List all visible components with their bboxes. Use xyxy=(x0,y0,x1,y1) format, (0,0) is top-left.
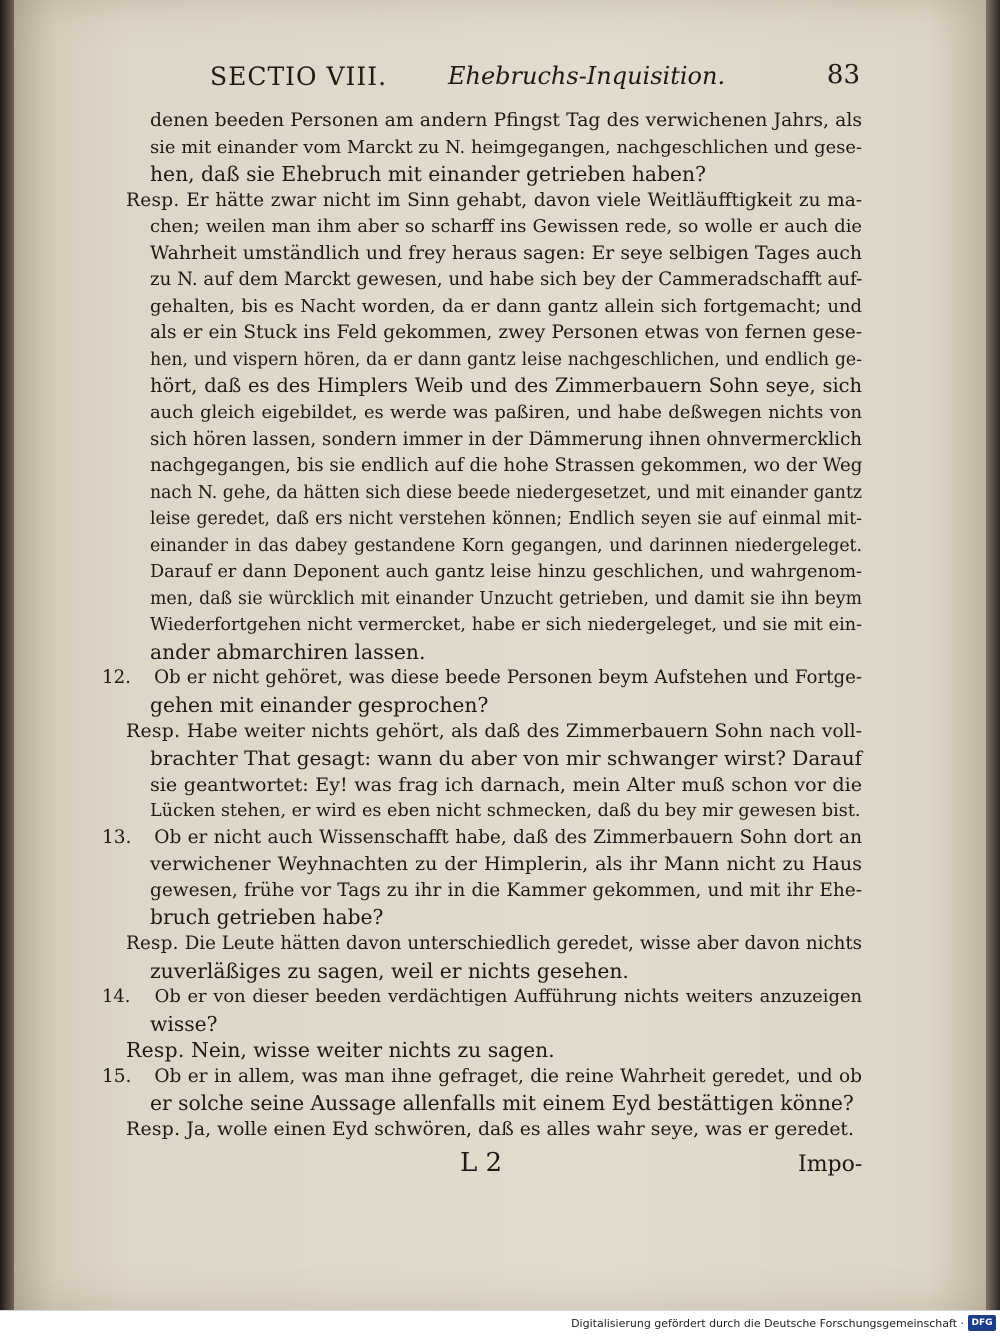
text-line xyxy=(150,214,862,241)
text-line xyxy=(150,772,862,799)
question-number: 13. xyxy=(102,826,132,848)
text-line xyxy=(150,267,862,294)
line-text: chen; weilen man ihm aber so scharff ins Gewissen rede, so wolle er auch die xyxy=(150,216,862,238)
line-text: gehen mit einander gesprochen? xyxy=(150,693,489,718)
line-text: hört, daß es des Himplers Weib und des Zimmerbauern Sohn seye, sich xyxy=(150,374,862,398)
line-text: sie mit einander vom Marckt zu N. heimgegangen, nachgeschlichen und gese- xyxy=(150,136,862,158)
question-number: 12. xyxy=(102,667,131,689)
text-line xyxy=(126,719,862,746)
line-text: einander in das dabey gestandene Korn gegangen, und darinnen niedergeleget. xyxy=(150,535,862,556)
text-line xyxy=(150,612,862,639)
text-line xyxy=(150,1090,862,1117)
line-text: hen, daß sie Ehebruch mit einander getrieben haben? xyxy=(150,162,706,187)
text-line xyxy=(150,851,862,878)
line-text: bruch getrieben habe? xyxy=(150,905,384,930)
question-number: 15. xyxy=(102,1065,132,1087)
line-text: sich hören lassen, sondern immer in der Dämmerung ihnen ohnvermercklich xyxy=(150,428,862,450)
text-line xyxy=(150,480,862,507)
text-line xyxy=(150,692,862,719)
response-label: Resp. xyxy=(126,932,179,954)
line-text: nachgegangen, bis sie endlich auf die hohe Strassen gekommen, wo der Weg xyxy=(150,455,863,477)
text-line xyxy=(150,904,862,931)
text-line xyxy=(150,958,862,985)
line-text: Er hätte zwar nicht im Sinn gehabt, davon viele Weitläufftigkeit zu ma- xyxy=(186,189,862,211)
text-line xyxy=(102,984,862,1011)
text-line xyxy=(126,1037,862,1064)
line-text: verwichener Weyhnachten zu der Himplerin, als ihr Mann nicht zu Haus xyxy=(150,852,862,876)
line-text: Die Leute hätten davon unterschiedlich geredet, wisse aber davon nichts xyxy=(184,932,862,954)
line-text: brachter That gesagt: wann du aber von mir schwanger wirst? Darauf xyxy=(150,746,863,771)
text-line xyxy=(150,161,862,188)
text-line xyxy=(150,533,862,560)
text-line xyxy=(150,453,862,480)
text-line xyxy=(150,347,862,374)
text-line xyxy=(150,241,862,268)
dfg-logo: DFG xyxy=(968,1315,996,1331)
line-text: sie geantwortet: Ey! was frag ich darnach, mein Alter muß schon vor die xyxy=(150,772,862,796)
text-line xyxy=(150,559,862,586)
question-number: 14. xyxy=(102,986,131,1008)
line-text: men, daß sie würcklich mit einander Unzucht getrieben, und damit sie ihn beym xyxy=(150,588,862,609)
line-text: gewesen, frühe vor Tags zu ihr in die Kammer gekommen, und mit ihr Ehe- xyxy=(150,879,862,901)
line-text: auch gleich eigebildet, es werde was paßiren, und habe deßwegen nichts von xyxy=(150,402,862,424)
signature-mark: L 2 xyxy=(460,1148,503,1178)
text-line xyxy=(150,878,862,905)
line-text: Wiederfortgehen nicht vermercket, habe er sich niedergeleget, und sie mit ein- xyxy=(150,615,862,636)
line-text: als er ein Stuck ins Feld gekommen, zwey Personen etwas von fernen gese- xyxy=(150,322,862,344)
text-line xyxy=(150,427,862,454)
text-line xyxy=(150,135,862,162)
response-label: Resp. xyxy=(126,189,180,211)
digitization-credit-bar xyxy=(0,1310,1000,1337)
text-line xyxy=(126,931,862,958)
line-text: Nein, wisse weiter nichts zu sagen. xyxy=(191,1038,555,1063)
response-label: Resp. xyxy=(126,1038,185,1063)
response-label: Resp. xyxy=(126,720,181,742)
scan-right-edge xyxy=(984,0,1000,1310)
line-text: er solche seine Aussage allenfalls mit einem Eyd bestättigen könne? xyxy=(150,1091,854,1116)
text-line xyxy=(150,294,862,321)
line-text: hen, und vispern hören, da er dann gantz leise nachgeschlichen, und endlich ge- xyxy=(150,349,862,370)
line-text: leise geredet, daß ers nicht verstehen können; Endlich seyen sie auf einmal mit- xyxy=(150,509,862,530)
page-footer xyxy=(0,1148,1000,1188)
line-text: nach N. gehe, da hätten sich diese beede niedergesetzet, und mit einander gantz xyxy=(150,482,862,503)
catchword: Impo- xyxy=(798,1152,863,1177)
response-label: Resp. xyxy=(126,1118,181,1140)
body-text xyxy=(102,108,863,1143)
line-text: Ob er von dieser beeden verdächtigen Aufführung nichts weiters anzuzeigen xyxy=(154,986,862,1008)
line-text: Lücken stehen, er wird es eben nicht schmecken, daß du bey mir gewesen bist. xyxy=(150,801,861,822)
text-line xyxy=(150,745,862,772)
text-line xyxy=(126,188,862,215)
line-text: zuverläßiges zu sagen, weil er nichts gesehen. xyxy=(150,958,629,983)
text-line xyxy=(150,1011,862,1038)
running-header xyxy=(210,58,860,98)
line-text: ander abmarchiren lassen. xyxy=(150,639,426,664)
line-text: Ob er nicht gehöret, was diese beede Personen beym Aufstehen und Fortge- xyxy=(154,667,862,689)
line-text: wisse? xyxy=(150,1011,218,1036)
section-topic: Ehebruchs-Inquisition. xyxy=(448,62,726,90)
text-line xyxy=(126,1117,862,1144)
line-text: zu N. auf dem Marckt gewesen, und habe sich bey der Cammeradschafft auf- xyxy=(150,269,863,291)
text-line xyxy=(150,320,862,347)
text-line xyxy=(102,1064,862,1091)
text-line xyxy=(150,108,862,135)
text-line xyxy=(150,639,862,666)
line-text: Habe weiter nichts gehört, als daß des Zimmerbauern Sohn nach voll- xyxy=(186,720,862,742)
text-line xyxy=(102,665,862,692)
line-text: Ob er in allem, was man ihne gefraget, die reine Wahrheit geredet, und ob xyxy=(154,1065,862,1087)
section-title: SECTIO VIII. xyxy=(210,62,388,91)
page-number: 83 xyxy=(826,60,860,90)
text-line xyxy=(150,373,862,400)
line-text: denen beeden Personen am andern Pfingst Tag des verwichenen Jahrs, als xyxy=(150,110,862,131)
text-line xyxy=(150,586,862,613)
credit-text: Digitalisierung gefördert durch die Deutsche Forschungsgemeinschaft · xyxy=(571,1317,964,1330)
line-text: Ob er nicht auch Wissenschafft habe, daß des Zimmerbauern Sohn dort an xyxy=(154,826,862,848)
line-text: Wahrheit umständlich und frey heraus sagen: Er seye selbigen Tages auch xyxy=(150,242,862,264)
text-line xyxy=(150,400,862,427)
text-line xyxy=(102,825,862,852)
line-text: Darauf er dann Deponent auch gantz leise hinzu geschlichen, und wahrgenom- xyxy=(150,562,862,583)
text-line xyxy=(150,798,862,825)
text-line xyxy=(150,506,862,533)
line-text: Ja, wolle einen Eyd schwören, daß es alles wahr seye, was er geredet. xyxy=(186,1118,854,1140)
line-text: gehalten, bis es Nacht worden, da er dann gantz allein sich fortgemacht; und xyxy=(150,295,862,317)
